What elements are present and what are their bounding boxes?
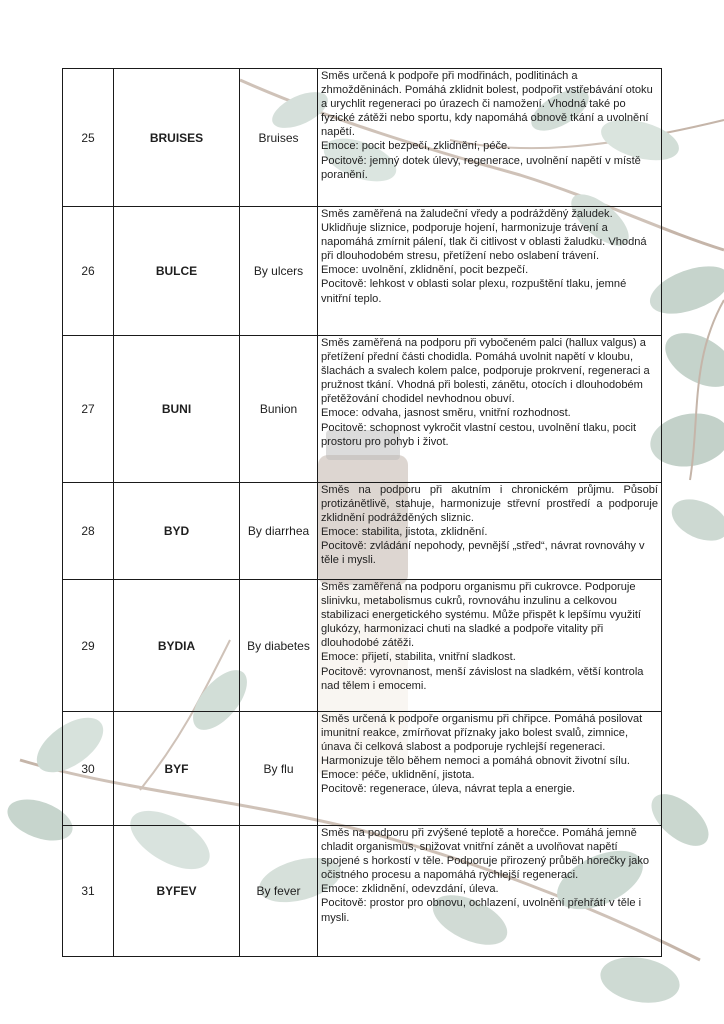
blend-description-cell xyxy=(318,207,662,336)
blend-code: BYF xyxy=(114,712,240,826)
blend-description: Směs zaměřená na žaludeční vředy a podrážděný žaludek. Uklidňuje sliznice, podporuje hojení, harmonizuje trávení a napomáhá zmírnit pálení, tlak či citlivost v oblasti žaludku. Vhodná při dlouhodobém stresu, přetížení nebo oslabení trávení. xyxy=(321,208,647,263)
blend-feelings: Pocitově: schopnost vykročit vlastní cestou, uvolnění tlaku, pocit prostoru pro pohyb i život. xyxy=(321,421,637,448)
blend-feelings: Pocitově: vyrovnanost, menší závislost na sladkém, větší kontrola nad tělem i emocemi. xyxy=(321,665,644,692)
blend-feelings: Pocitově: prostor pro obnovu, ochlazení, uvolnění přehřátí v těle i mysli. xyxy=(321,897,642,924)
blend-name: By fever xyxy=(240,826,318,957)
table-row xyxy=(63,826,662,957)
blend-emotions: Emoce: stabilita, jistota, zklidnění. xyxy=(321,526,488,539)
blend-description: Směs zaměřená na podporu organismu při cukrovce. Podporuje slinivku, metabolismus cukrů, rovnováhu inzulinu a celkovou stabilizaci energetického systému. Může přispět k lepšímu využití glukózy, harmonizaci chuti na sladké a podpoře vitality při dlouhodobé zátěži. xyxy=(321,581,642,650)
row-number: 30 xyxy=(63,712,114,826)
blend-description-cell xyxy=(318,483,662,580)
blend-feelings: Pocitově: jemný dotek úlevy, regenerace, uvolnění napětí v místě poranění. xyxy=(321,154,641,181)
blend-name: Bunion xyxy=(240,336,318,483)
blend-description: Směs určená k podpoře při modřinách, podlitinách a zhmožděninách. Pomáhá zklidnit bolest, podpořit vstřebávání otoku a urychlit regeneraci po úrazech či namožení. Vhodná také po fyzické zátěži nebo sportu, kdy napomáhá obnově tkání a uvolnění napětí. xyxy=(321,70,653,139)
blend-feelings: Pocitově: zvládání nepohody, pevnější „střed“, návrat rovnováhy v těle i mysli. xyxy=(321,540,645,567)
row-number: 28 xyxy=(63,483,114,580)
blend-name: By diabetes xyxy=(240,580,318,712)
table-row xyxy=(63,336,662,483)
blend-description: Směs na podporu při zvýšené teplotě a horečce. Pomáhá jemně chladit organismus, snižovat vnitřní zánět a uvolňovat napětí spojené s horkostí v těle. Podporuje přirozený průběh horečky jako očistného procesu a napomáhá rychlejší regeneraci. xyxy=(321,827,650,882)
table-row xyxy=(63,712,662,826)
blend-code: BRUISES xyxy=(114,69,240,207)
row-number: 29 xyxy=(63,580,114,712)
blend-description-cell xyxy=(318,580,662,712)
blend-name: By flu xyxy=(240,712,318,826)
table-row xyxy=(63,580,662,712)
blend-name: By ulcers xyxy=(240,207,318,336)
blend-description-cell xyxy=(318,712,662,826)
blend-code: BYDIA xyxy=(114,580,240,712)
blend-description: Směs zaměřená na podporu při vybočeném palci (hallux valgus) a přetížení přední části chodidla. Pomáhá uvolnit napětí v kloubu, šlachách a svalech kolem palce, podporuje prokrvení, regeneraci a pružnost tkání. Vhodná při bolesti, zánětu, otocích i dlouhodobém přetěžování chodidel nevhodnou obuví. xyxy=(321,337,650,406)
row-number: 25 xyxy=(63,69,114,207)
blend-code: BULCE xyxy=(114,207,240,336)
table-row xyxy=(63,207,662,336)
table-row xyxy=(63,69,662,207)
blend-emotions: Emoce: pocit bezpečí, zklidnění, péče. xyxy=(321,140,511,153)
blend-description: Směs na podporu při akutním i chronickém průjmu. Působí protizánětlivě, stahuje, harmonizuje střevní prostředí a podporuje zklidnění podrážděných sliznic. xyxy=(321,484,658,525)
blend-name: Bruises xyxy=(240,69,318,207)
blend-emotions: Emoce: zklidnění, odevzdání, úleva. xyxy=(321,883,499,896)
row-number: 26 xyxy=(63,207,114,336)
blend-emotions: Emoce: přijetí, stabilita, vnitřní sladkost. xyxy=(321,651,516,664)
blend-emotions: Emoce: péče, uklidnění, jistota. xyxy=(321,769,475,782)
row-number: 27 xyxy=(63,336,114,483)
blend-description-cell xyxy=(318,336,662,483)
blend-emotions: Emoce: odvaha, jasnost směru, vnitřní rozhodnost. xyxy=(321,407,571,420)
row-number: 31 xyxy=(63,826,114,957)
blend-code: BUNI xyxy=(114,336,240,483)
blend-feelings: Pocitově: lehkost v oblasti solar plexu, rozpuštění tlaku, jemné vnitřní teplo. xyxy=(321,278,627,305)
blends-table xyxy=(62,68,662,957)
table-row xyxy=(63,483,662,580)
blend-description-cell xyxy=(318,826,662,957)
blend-feelings: Pocitově: regenerace, úleva, návrat tepla a energie. xyxy=(321,783,576,796)
blend-code: BYFEV xyxy=(114,826,240,957)
blend-description-cell xyxy=(318,69,662,207)
blend-code: BYD xyxy=(114,483,240,580)
blend-description: Směs určená k podpoře organismu při chřipce. Pomáhá posilovat imunitní reakce, zmírňovat příznaky jako bolest svalů, zimnice, únava či celková slabost a podporuje rychlejší regeneraci. Harmonizuje tělo během nemoci a pomáhá obnovit životní sílu. xyxy=(321,713,643,768)
blend-name: By diarrhea xyxy=(240,483,318,580)
blend-emotions: Emoce: uvolnění, zklidnění, pocit bezpečí. xyxy=(321,264,529,277)
